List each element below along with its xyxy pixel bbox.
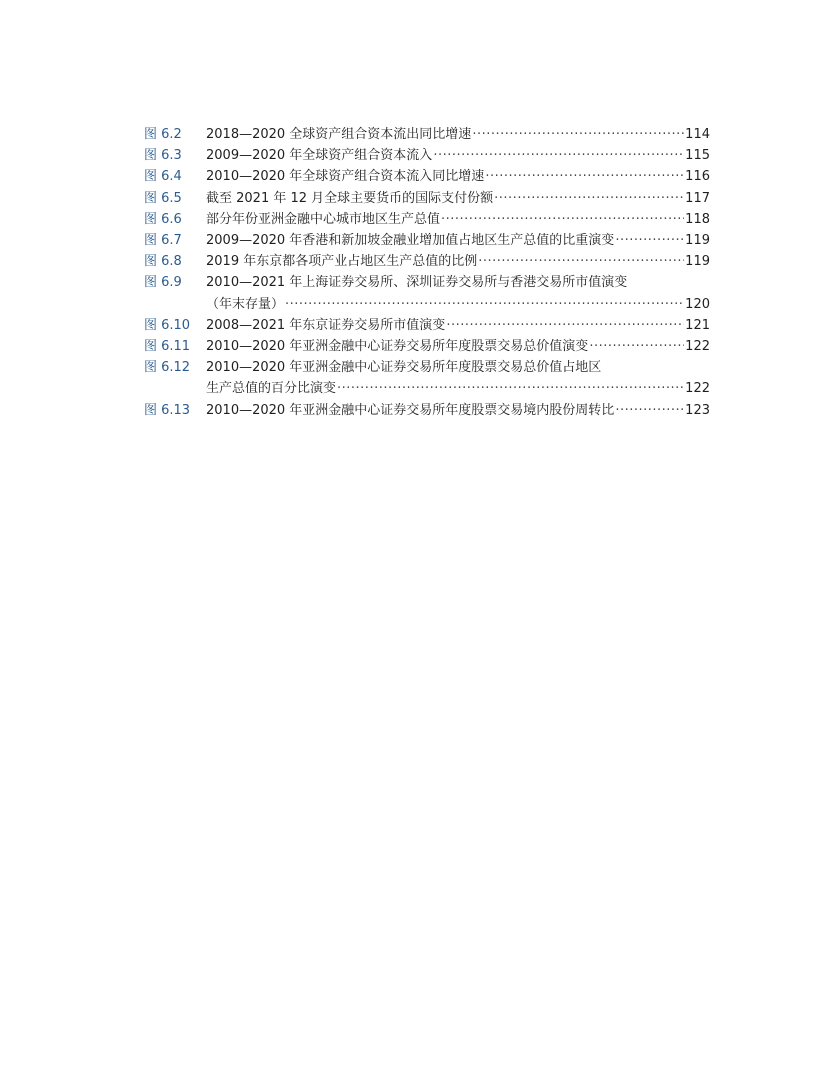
toc-entry[interactable] (144, 166, 710, 187)
dot-leader (615, 230, 684, 251)
page-number: 118 (685, 211, 710, 227)
dot-leader (337, 378, 684, 399)
figure-title: 2010—2021 年上海证券交易所、深圳证券交易所与香港交易所市值演变 (206, 275, 628, 291)
dot-leader (494, 188, 684, 209)
entry-line (206, 400, 710, 421)
dot-leader (472, 124, 684, 145)
figure-number: 图 6.7 (144, 233, 182, 249)
entry-line (206, 336, 710, 357)
figure-number: 图 6.6 (144, 211, 182, 227)
figure-title: 2010—2020 年亚洲金融中心证券交易所年度股票交易境内股份周转比 (206, 402, 615, 418)
entry-line (206, 166, 710, 187)
page-number: 122 (685, 381, 710, 397)
toc-entry[interactable] (144, 357, 710, 399)
page-number: 121 (685, 317, 710, 333)
figure-title: 2010—2020 年亚洲金融中心证券交易所年度股票交易总价值演变 (206, 339, 589, 355)
figure-number: 图 6.3 (144, 148, 182, 164)
entry-line (206, 378, 710, 399)
toc-entry[interactable] (144, 188, 710, 209)
entry-line (206, 124, 710, 145)
page-number: 119 (685, 233, 710, 249)
figure-title: 2010—2020 年亚洲金融中心证券交易所年度股票交易总价值占地区 (206, 360, 602, 376)
figure-title: 2008—2021 年东京证券交易所市值演变 (206, 317, 446, 333)
figure-title: 2018—2020 全球资产组合资本流出同比增速 (206, 127, 472, 142)
figure-number: 图 6.8 (144, 254, 182, 270)
figure-title: 2010—2020 年全球资产组合资本流入同比增速 (206, 169, 485, 185)
page-number: 116 (685, 169, 710, 185)
figure-number: 图 6.13 (144, 402, 191, 418)
entry-body (206, 230, 710, 251)
dot-leader (589, 336, 684, 357)
figure-title: 2009—2020 年全球资产组合资本流入 (206, 148, 433, 164)
figure-number: 图 6.5 (144, 190, 182, 206)
page-number: 114 (685, 127, 710, 142)
figure-title: 部分年份亚洲金融中心城市地区生产总值 (206, 211, 441, 227)
entry-body (206, 400, 710, 421)
dot-leader (478, 251, 684, 272)
entry-body (206, 209, 710, 230)
dot-leader (285, 294, 684, 315)
page-number: 119 (685, 254, 710, 270)
page-number: 123 (685, 402, 710, 418)
figure-number: 图 6.2 (144, 127, 182, 142)
toc-entry[interactable] (144, 230, 710, 251)
toc-entry[interactable] (144, 272, 710, 314)
toc-entry[interactable] (144, 124, 710, 145)
page-number: 122 (685, 339, 710, 355)
entry-line (206, 209, 710, 230)
entry-line (206, 272, 710, 293)
entry-body (206, 336, 710, 357)
toc-entry[interactable] (144, 400, 710, 421)
entry-body (206, 251, 710, 272)
page-number: 115 (685, 148, 710, 164)
entry-body (206, 272, 710, 314)
toc-entry[interactable] (144, 209, 710, 230)
toc-entry[interactable] (144, 336, 710, 357)
entry-line (206, 357, 710, 378)
entry-line (206, 230, 710, 251)
dot-leader (441, 209, 684, 230)
figure-title: 2019 年东京都各项产业占地区生产总值的比例 (206, 254, 478, 270)
dot-leader (446, 315, 684, 336)
figure-number: 图 6.12 (144, 360, 191, 376)
toc-entry[interactable] (144, 145, 710, 166)
entry-line (206, 188, 710, 209)
entry-body (206, 315, 710, 336)
page-number: 117 (685, 190, 710, 206)
entry-body (206, 166, 710, 187)
entry-body (206, 124, 710, 145)
dot-leader (485, 166, 684, 187)
figure-list (144, 124, 710, 421)
entry-line (206, 145, 710, 166)
figure-title: 2009—2020 年香港和新加坡金融业增加值占地区生产总值的比重演变 (206, 233, 615, 249)
figure-number: 图 6.11 (144, 339, 191, 355)
toc-entry[interactable] (144, 251, 710, 272)
figure-number: 图 6.4 (144, 169, 182, 185)
entry-body (206, 188, 710, 209)
entry-body (206, 357, 710, 399)
entry-line (206, 251, 710, 272)
toc-entry[interactable] (144, 315, 710, 336)
figure-title: 生产总值的百分比演变 (206, 381, 337, 397)
entry-line (206, 315, 710, 336)
figure-number: 图 6.10 (144, 317, 191, 333)
figure-title: 截至 2021 年 12 月全球主要货币的国际支付份额 (206, 190, 494, 206)
entry-line (206, 294, 710, 315)
dot-leader (615, 400, 684, 421)
figure-number: 图 6.9 (144, 275, 182, 291)
figure-title: （年末存量） (206, 296, 285, 312)
dot-leader (433, 145, 684, 166)
page-number: 120 (685, 296, 710, 312)
entry-body (206, 145, 710, 166)
